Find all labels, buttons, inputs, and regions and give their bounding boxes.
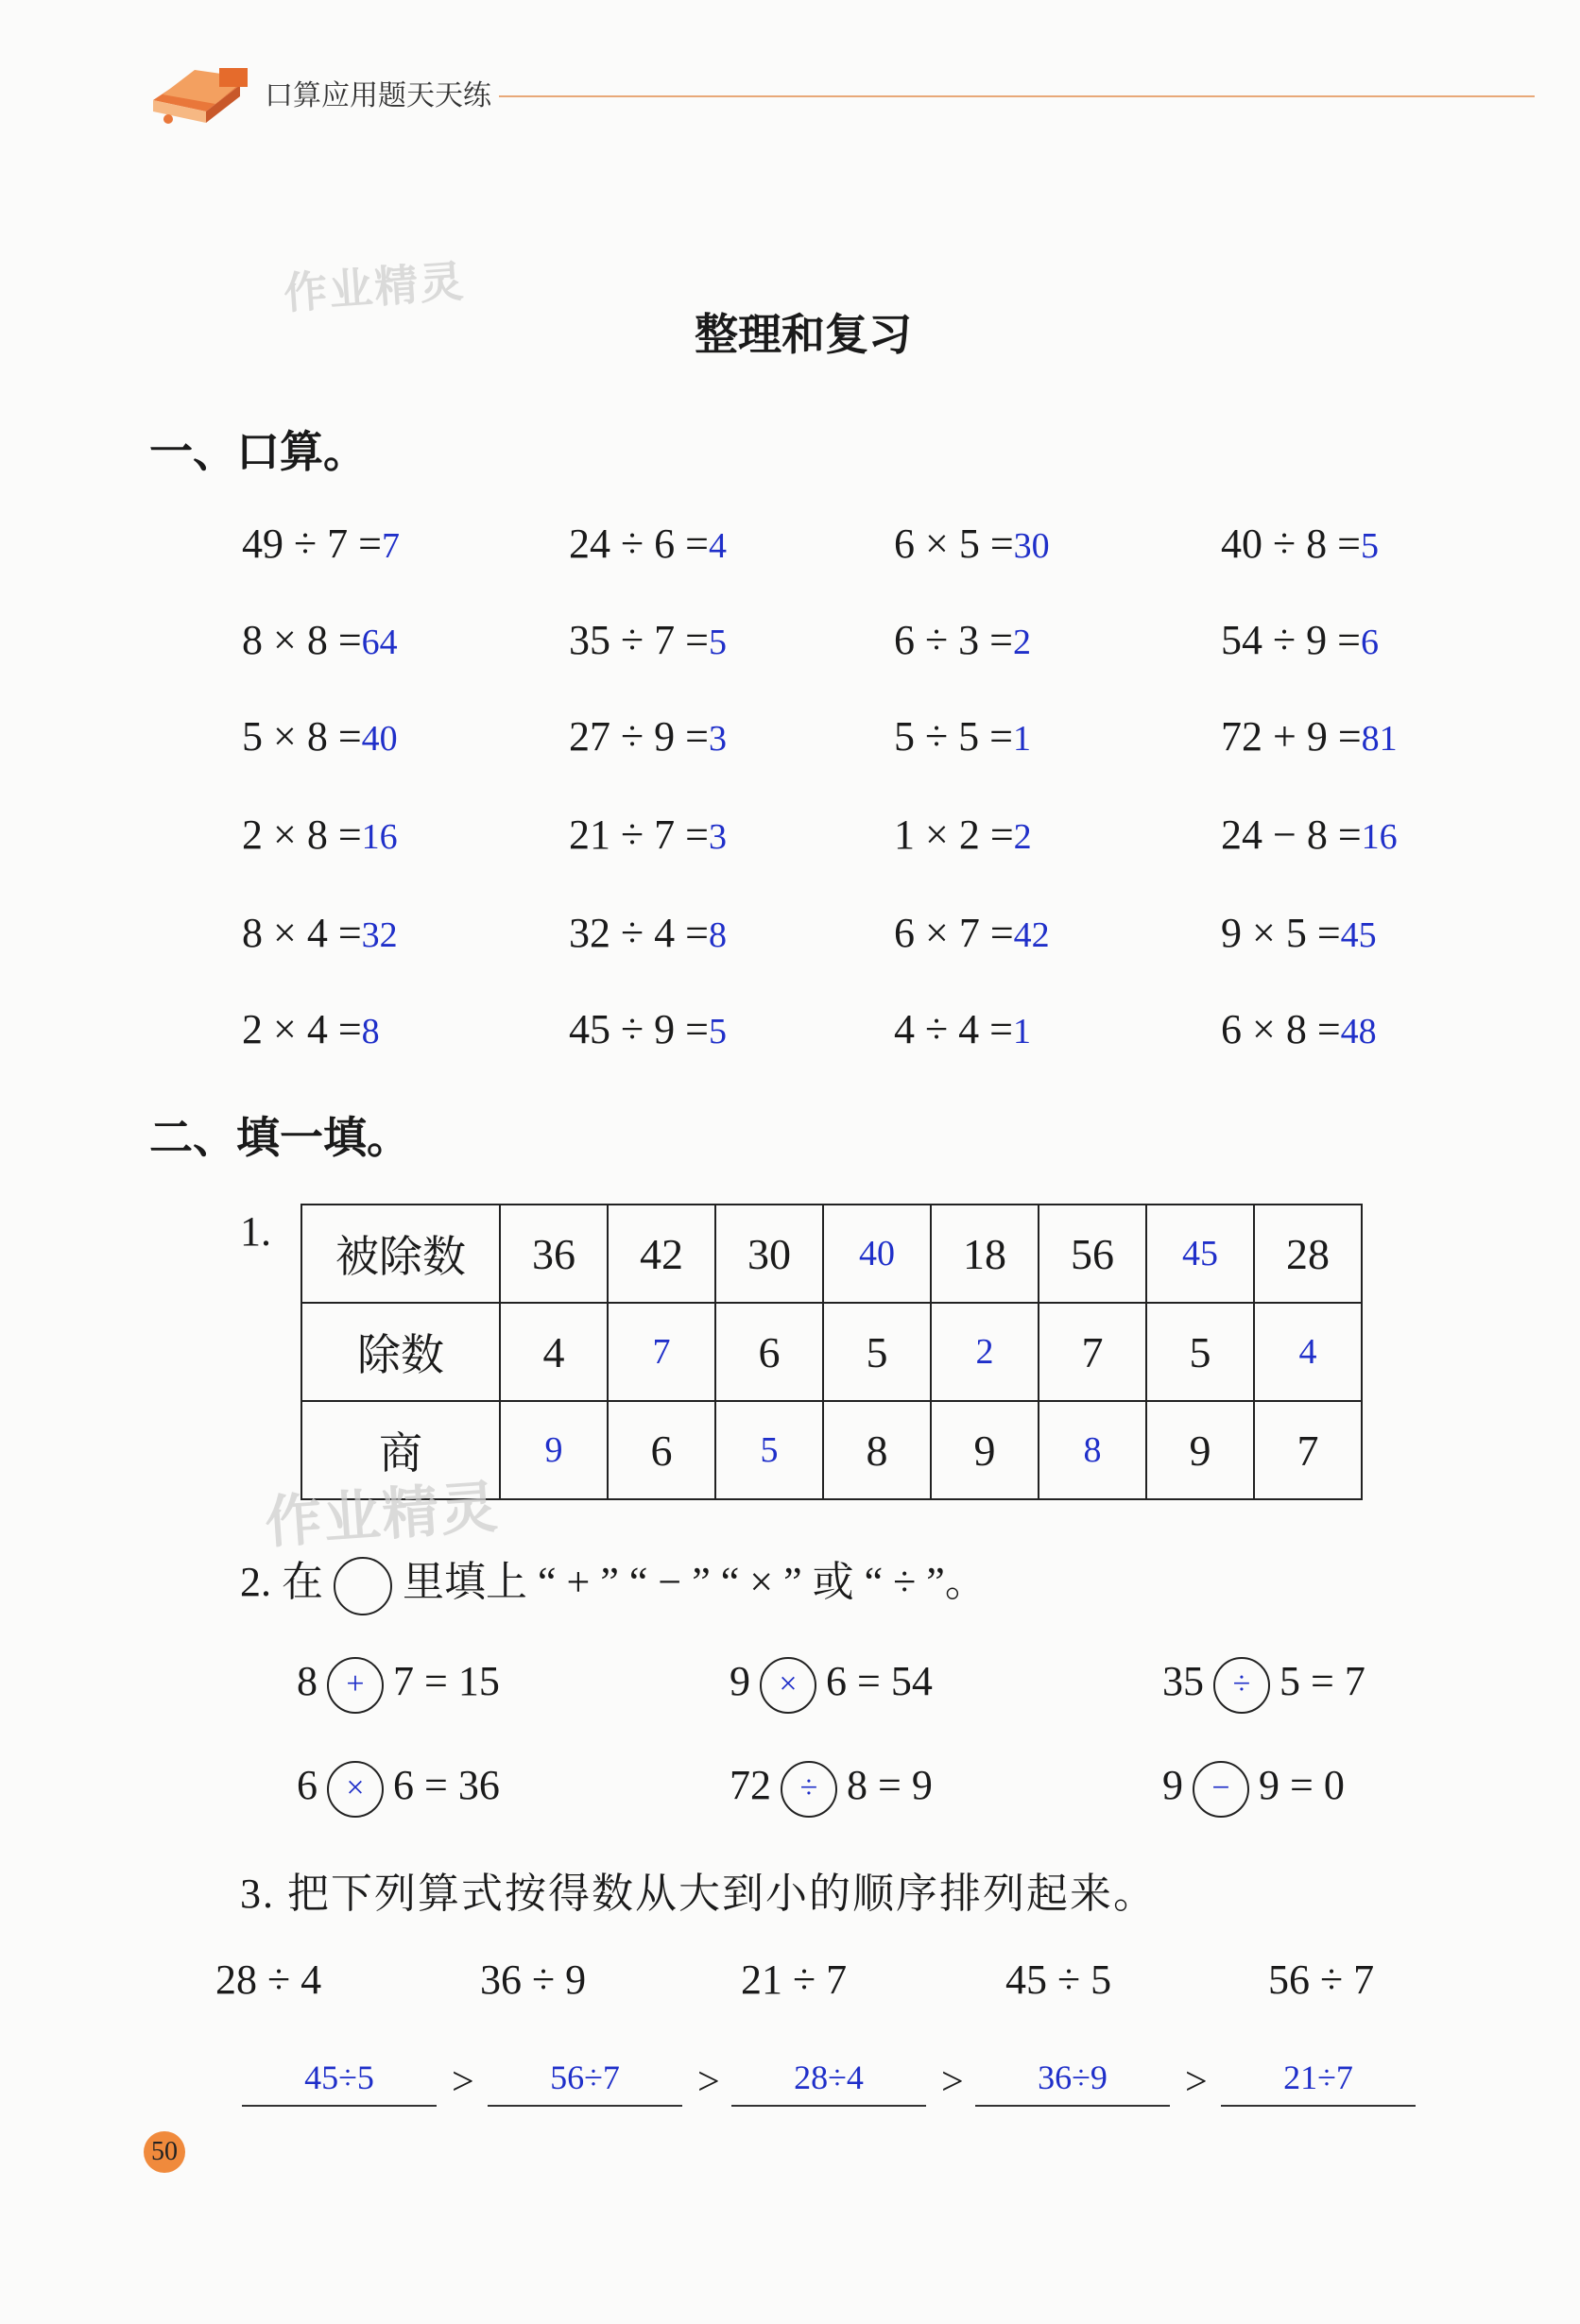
page-title: 整理和复习: [695, 309, 912, 360]
expression: 5 × 8 =: [242, 713, 362, 760]
expression: 72 + 9 =: [1221, 713, 1362, 760]
expression: 24 ÷ 6 =: [569, 521, 709, 567]
answer: 16: [361, 817, 398, 857]
expression: 24 − 8 =: [1221, 812, 1362, 858]
expression: 8 × 8 =: [242, 617, 362, 663]
page-number: 50: [144, 2131, 185, 2173]
section2-heading: 二、填一填。: [149, 1112, 410, 1163]
answer: 16: [1361, 817, 1398, 857]
operand-b: 5 = 7: [1279, 1658, 1365, 1704]
greater-than-sign: >: [941, 2060, 964, 2104]
header-rule: [499, 95, 1535, 97]
table-cell: 6: [608, 1401, 715, 1499]
mental-math-item: [894, 909, 1050, 957]
section1-heading: 一、口算。: [149, 426, 367, 477]
answer: 4: [708, 526, 727, 566]
operator-equation: [297, 1653, 500, 1714]
mental-math-item: [894, 1005, 1031, 1053]
answer: 40: [361, 719, 398, 759]
mental-math-item: [894, 712, 1031, 760]
expression: 2 × 8 =: [242, 812, 362, 858]
answer-cell: 8: [1039, 1401, 1146, 1499]
answer: 8: [708, 915, 727, 955]
operator-circle: ÷: [1213, 1657, 1270, 1714]
operator-circle: ÷: [781, 1761, 837, 1818]
table-cell: 42: [608, 1205, 715, 1303]
q2-prompt: [240, 1547, 987, 1615]
answer-cell: 9: [500, 1401, 608, 1499]
table-cell: 56: [1039, 1205, 1146, 1303]
expression: 45 ÷ 9 =: [569, 1006, 709, 1052]
mental-math-item: [242, 520, 400, 568]
expression: 40 ÷ 8 =: [1221, 521, 1361, 567]
q3-expression: 56 ÷ 7: [1268, 1957, 1375, 2003]
mental-math-item: [242, 909, 398, 957]
answer: 2: [1013, 817, 1032, 857]
expression: 1 × 2 =: [894, 812, 1014, 858]
operand-b: 6 = 36: [393, 1762, 500, 1808]
table-cell: 28: [1254, 1205, 1362, 1303]
mental-math-item: [569, 520, 727, 568]
answer-cell: 5: [715, 1401, 823, 1499]
answer-blank: 21÷7: [1221, 2058, 1416, 2107]
answer-cell: 45: [1146, 1205, 1254, 1303]
mental-math-item: [894, 520, 1050, 568]
table-cell: 7: [1039, 1303, 1146, 1401]
table-cell: 7: [1254, 1401, 1362, 1499]
empty-circle-icon: [334, 1557, 392, 1615]
table-cell: 5: [1146, 1303, 1254, 1401]
table-cell: 9: [1146, 1401, 1254, 1499]
greater-than-sign: >: [697, 2060, 720, 2104]
operator-equation: [730, 1757, 933, 1818]
mental-math-item: [1221, 712, 1398, 760]
expression: 2 × 4 =: [242, 1006, 362, 1052]
answer-blank: 36÷9: [975, 2058, 1170, 2107]
expression: 8 × 4 =: [242, 910, 362, 956]
operator-circle: −: [1193, 1761, 1249, 1818]
mental-math-item: [569, 1005, 727, 1053]
operator-equation: [730, 1653, 933, 1714]
mental-math-item: [1221, 1005, 1377, 1053]
table-cell: 30: [715, 1205, 823, 1303]
table-cell: 6: [715, 1303, 823, 1401]
mental-math-item: [894, 811, 1032, 859]
answer: 32: [361, 915, 398, 955]
table-row: [301, 1205, 1362, 1303]
greater-than-sign: >: [1185, 2060, 1208, 2104]
expression: 6 ÷ 3 =: [894, 617, 1013, 663]
expression: 5 ÷ 5 =: [894, 713, 1013, 760]
q1-number: 1.: [240, 1208, 271, 1255]
answer-cell: 40: [823, 1205, 931, 1303]
expression: 6 × 8 =: [1221, 1006, 1341, 1052]
expression: 4 ÷ 4 =: [894, 1006, 1013, 1052]
answer-blank: 45÷5: [242, 2058, 437, 2107]
answer: 5: [1360, 526, 1379, 566]
answer: 81: [1361, 719, 1398, 759]
answer: 2: [1012, 623, 1031, 662]
mental-math-item: [569, 811, 727, 859]
mental-math-item: [569, 616, 727, 664]
mental-math-item: [894, 616, 1031, 664]
expression: 35 ÷ 7 =: [569, 617, 709, 663]
row-label: 商: [301, 1401, 500, 1499]
operand-a: 6: [297, 1762, 318, 1808]
table-cell: 9: [931, 1401, 1039, 1499]
operand-a: 9: [1162, 1762, 1183, 1808]
answer-blank: 56÷7: [488, 2058, 682, 2107]
mental-math-item: [1221, 811, 1398, 859]
mental-math-item: [1221, 520, 1379, 568]
table-cell: 18: [931, 1205, 1039, 1303]
operand-a: 35: [1162, 1658, 1204, 1704]
mental-math-item: [569, 909, 727, 957]
q3-prompt: 3. 把下列算式按得数从大到小的顺序排列起来。: [240, 1871, 1157, 1917]
answer: 48: [1340, 1012, 1377, 1051]
expression: 27 ÷ 9 =: [569, 713, 709, 760]
operand-a: 8: [297, 1658, 318, 1704]
answer: 1: [1012, 1012, 1031, 1051]
q3-expression: 28 ÷ 4: [215, 1957, 322, 2003]
operator-circle: +: [327, 1657, 384, 1714]
answer: 1: [1012, 719, 1031, 759]
answer: 7: [381, 526, 400, 566]
row-label: 除数: [301, 1303, 500, 1401]
answer: 42: [1013, 915, 1050, 955]
answer: 6: [1360, 623, 1379, 662]
expression: 32 ÷ 4 =: [569, 910, 709, 956]
q3-expression: 36 ÷ 9: [480, 1957, 587, 2003]
answer-cell: 4: [1254, 1303, 1362, 1401]
table-cell: 5: [823, 1303, 931, 1401]
q3-expression: 21 ÷ 7: [741, 1957, 848, 2003]
operand-b: 8 = 9: [847, 1762, 933, 1808]
table-cell: 4: [500, 1303, 608, 1401]
table-cell: 36: [500, 1205, 608, 1303]
answer: 45: [1340, 915, 1377, 955]
expression: 49 ÷ 7 =: [242, 521, 382, 567]
expression: 6 × 7 =: [894, 910, 1014, 956]
mental-math-item: [242, 1005, 380, 1053]
operand-a: 9: [730, 1658, 750, 1704]
answer-blank: 28÷4: [731, 2058, 926, 2107]
answer: 5: [708, 1012, 727, 1051]
answer: 30: [1013, 526, 1050, 566]
expression: 54 ÷ 9 =: [1221, 617, 1361, 663]
mental-math-item: [242, 712, 398, 760]
mental-math-item: [242, 811, 398, 859]
table-row: [301, 1303, 1362, 1401]
q3-expression: 45 ÷ 5: [1005, 1957, 1112, 2003]
row-label: 被除数: [301, 1205, 500, 1303]
answer-cell: 2: [931, 1303, 1039, 1401]
answer: 8: [361, 1012, 380, 1051]
answer: 64: [361, 623, 398, 662]
expression: 21 ÷ 7 =: [569, 812, 709, 858]
operator-circle: ×: [760, 1657, 816, 1714]
book-stack-logo-icon: [149, 49, 261, 127]
greater-than-sign: >: [452, 2060, 474, 2104]
q2-prefix: 2. 在: [240, 1559, 323, 1605]
q2-suffix: 里填上 “ + ” “ − ” “ × ” 或 “ ÷ ”。: [403, 1559, 987, 1605]
operator-circle: ×: [327, 1761, 384, 1818]
mental-math-item: [1221, 616, 1379, 664]
operand-b: 6 = 54: [826, 1658, 933, 1704]
division-table: [301, 1204, 1363, 1500]
mental-math-item: [569, 712, 727, 760]
mental-math-item: [1221, 909, 1377, 957]
expression: 6 × 5 =: [894, 521, 1014, 567]
operand-b: 9 = 0: [1259, 1762, 1345, 1808]
table-cell: 8: [823, 1401, 931, 1499]
expression: 9 × 5 =: [1221, 910, 1341, 956]
answer-cell: 7: [608, 1303, 715, 1401]
answer: 3: [708, 817, 727, 857]
answer: 3: [708, 719, 727, 759]
watermark-2: 作业精灵: [263, 1474, 502, 1557]
mental-math-item: [242, 616, 398, 664]
operand-b: 7 = 15: [393, 1658, 500, 1704]
operator-equation: [1162, 1757, 1345, 1818]
operator-equation: [1162, 1653, 1365, 1714]
operand-a: 72: [730, 1762, 771, 1808]
operator-equation: [297, 1757, 500, 1818]
header-title: 口算应用题天天练: [265, 79, 491, 112]
watermark: 作业精灵: [282, 255, 467, 319]
answer: 5: [708, 623, 727, 662]
